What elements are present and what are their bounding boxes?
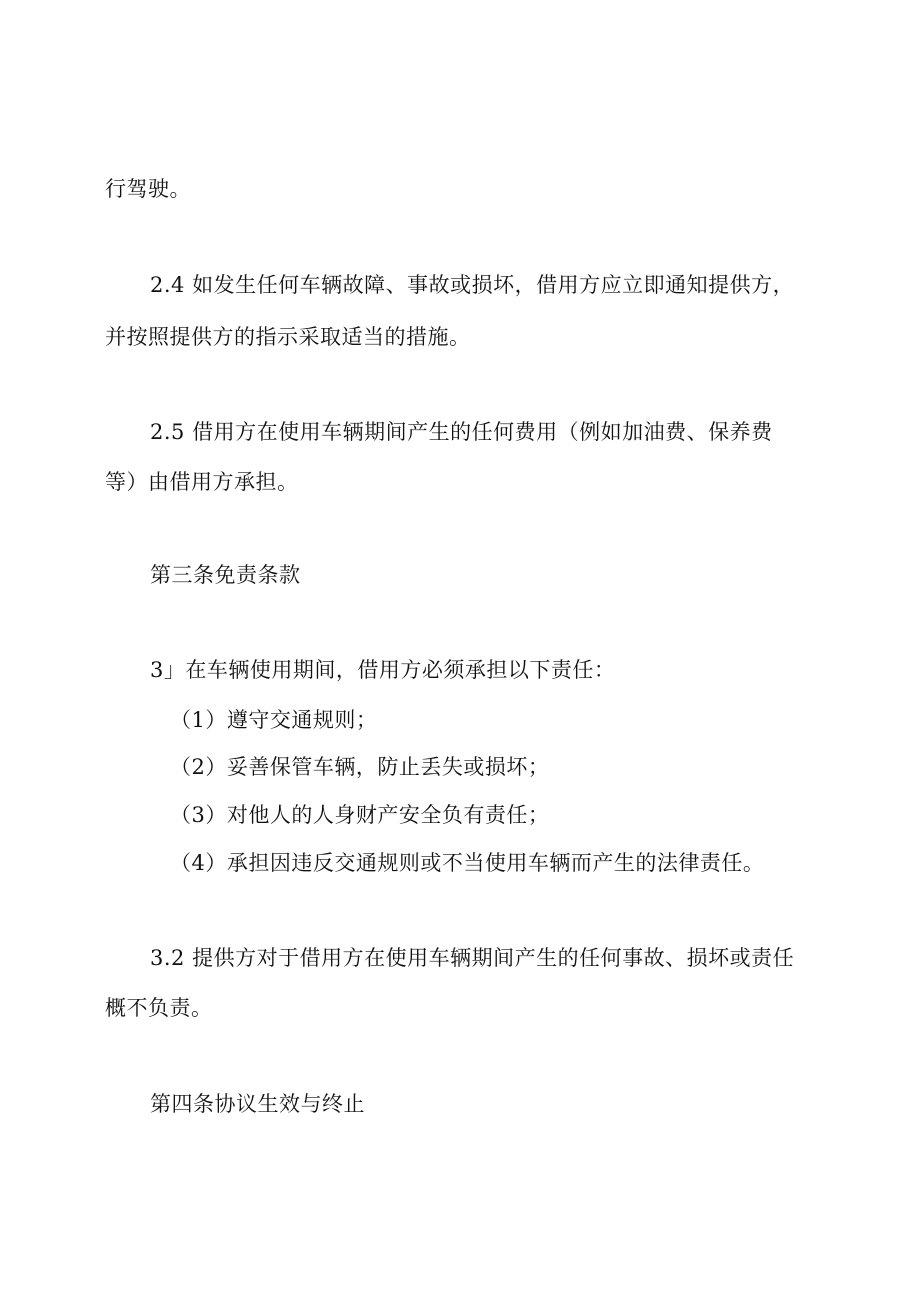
list-item: （2）妥善保管车辆，防止丢失或损坏； [170, 755, 550, 779]
list-item: （1）遵守交通规则； [170, 708, 378, 732]
clause-2-4-line-2: 并按照提供方的指示采取适当的措施。 [105, 325, 471, 349]
list-item: （3）对他人的人身财产安全负有责任； [170, 803, 550, 827]
section-heading-4: 第四条协议生效与终止 [150, 1092, 365, 1116]
clause-3-1: 3」在车辆使用期间，借用方必须承担以下责任： [150, 658, 616, 682]
clause-2-4-line-1: 2.4 如发生任何车辆故障、事故或损坏，借用方应立即通知提供方， [150, 273, 795, 297]
list-item: （4）承担因违反交通规则或不当使用车辆而产生的法律责任。 [170, 851, 765, 875]
clause-2-5-line-1: 2.5 借用方在使用车辆期间产生的任何费用（例如加油费、保养费 [150, 420, 773, 444]
clause-3-2-line-2: 概不负责。 [105, 996, 213, 1020]
paragraph-continuation: 行驾驶。 [105, 177, 191, 201]
section-heading-3: 第三条免责条款 [150, 563, 301, 587]
clause-3-2-line-1: 3.2 提供方对于借用方在使用车辆期间产生的任何事故、损坏或责任 [150, 946, 795, 970]
clause-2-5-line-2: 等）由借用方承担。 [105, 470, 299, 494]
